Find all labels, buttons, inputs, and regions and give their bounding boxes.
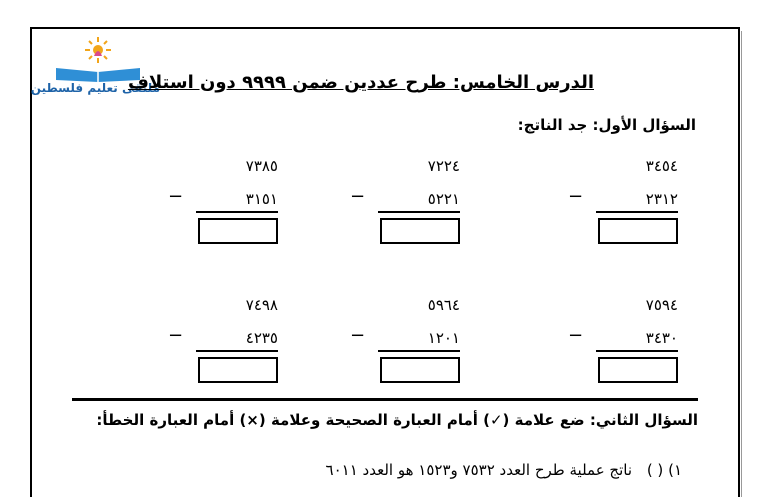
subtrahend: ٣١٥١ (245, 190, 278, 208)
item-statement: ناتج عملية طرح العدد ٧٥٣٢ و١٥٢٣ هو العدد ٦٠١١ (325, 461, 633, 479)
answer-line (596, 350, 678, 352)
answer-box[interactable] (380, 218, 460, 244)
subtraction-problem (168, 296, 278, 382)
answer-box[interactable] (598, 357, 678, 383)
question-2-heading: السؤال الثاني: ضع علامة (✓) أمام العبارة الصحيحة وعلامة (×) أمام العبارة الخطأ: (96, 411, 698, 429)
minus-sign: − (350, 186, 366, 207)
subtrahend: ٥٢٢١ (427, 190, 460, 208)
question-1-heading: السؤال الأول: جد الناتج: (517, 116, 696, 134)
answer-box[interactable] (598, 218, 678, 244)
subtraction-problem (168, 157, 278, 243)
minuend: ٧٣٨٥ (245, 157, 278, 175)
section-divider (72, 398, 698, 401)
subtrahend: ١٢٠١ (427, 329, 460, 347)
answer-line (196, 350, 278, 352)
item-number: ١) (668, 461, 682, 479)
page-frame-top (30, 27, 740, 29)
answer-box[interactable] (198, 357, 278, 383)
lesson-title: الدرس الخامس: طرح عددين ضمن ٩٩٩٩ دون استلاف (127, 72, 594, 93)
page-frame-right (738, 27, 740, 497)
answer-line (596, 211, 678, 213)
answer-parentheses[interactable]: ( ) (646, 461, 664, 479)
answer-line (378, 350, 460, 352)
answer-box[interactable] (380, 357, 460, 383)
minuend: ٣٤٥٤ (645, 157, 678, 175)
subtraction-problem (568, 296, 678, 382)
page-frame-left (30, 27, 32, 497)
minus-sign: − (568, 325, 584, 346)
true-false-item (326, 461, 682, 479)
minus-sign: − (568, 186, 584, 207)
answer-box[interactable] (198, 218, 278, 244)
page-shadow (741, 31, 742, 497)
sun-icon (84, 36, 112, 64)
minus-sign: − (168, 186, 184, 207)
minuend: ٥٩٦٤ (427, 296, 460, 314)
subtraction-problem (350, 296, 460, 382)
answer-line (196, 211, 278, 213)
logo-text: ملتقى تعليم فلسطين (30, 81, 160, 95)
minus-sign: − (350, 325, 366, 346)
subtraction-problem (350, 157, 460, 243)
minuend: ٧٥٩٤ (645, 296, 678, 314)
minus-sign: − (168, 325, 184, 346)
subtraction-problem (568, 157, 678, 243)
subtrahend: ٢٣١٢ (645, 190, 678, 208)
subtrahend: ٣٤٣٠ (645, 329, 678, 347)
minuend: ٧٤٩٨ (245, 296, 278, 314)
answer-line (378, 211, 460, 213)
subtrahend: ٤٢٣٥ (245, 329, 278, 347)
minuend: ٧٢٢٤ (427, 157, 460, 175)
